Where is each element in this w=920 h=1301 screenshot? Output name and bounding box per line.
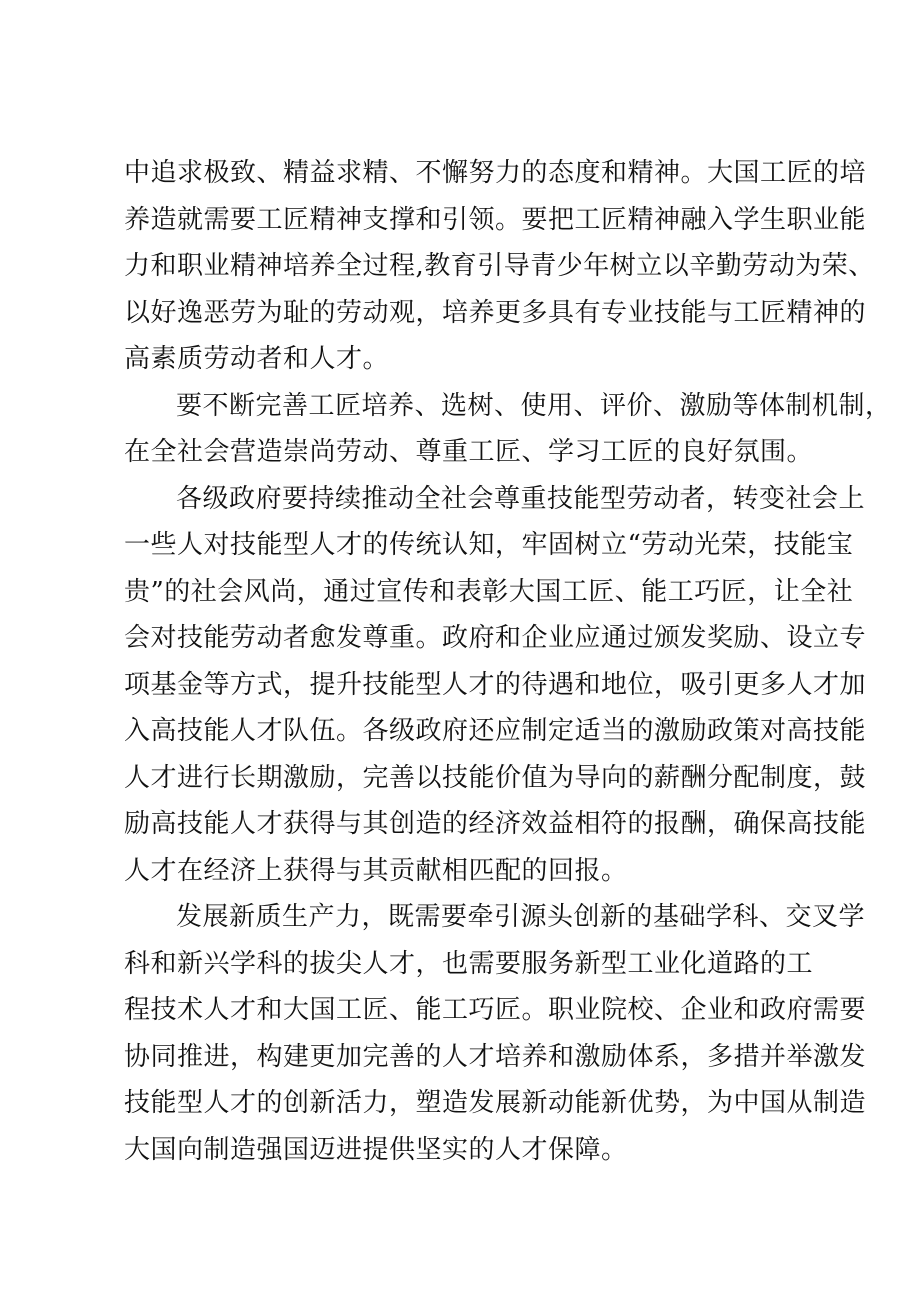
paragraph-2 [124,383,892,476]
document-body [124,150,892,1173]
text-line: 发展新质生产力，既需要牵引源头创新的基础学科、交叉学 [176,902,866,932]
text-line: 要不断完善工匠培养、选树、使用、评价、激励等体制机制， [176,390,892,421]
text-line: 励高技能人才获得与其创造的经济效益相符的报酬，确保高技能 [124,809,867,839]
text-line: 人才进行长期激励，完善以技能价值为导向的薪酬分配制度，鼓 [124,762,867,793]
text-line: 项基金等方式，提升技能型人才的待遇和地位，吸引更多人才加 [124,669,867,700]
text-line: 一些人对技能型人才的传统认知，牢固树立“劳动光荣，技能宝 [124,530,854,560]
text-line: 在全社会营造崇尚劳动、尊重工匠、学习工匠的良好氛围。 [124,437,814,467]
text-line: 贵”的社会风尚，通过宣传和表彰大国工匠、能工巧匠，让全社 [124,576,854,607]
text-line: 力和职业精神培养全过程,教育引导青少年树立以辛勤劳动为荣、 [124,251,875,281]
text-line: 协同推进，构建更加完善的人才培养和激励体系，多措并举激发 [124,1041,867,1072]
text-line: 会对技能劳动者愈发尊重。政府和企业应通过颁发奖励、设立专 [124,623,867,653]
text-line: 程技术人才和大国工匠、能工巧匠。职业院校、企业和政府需要 [124,995,867,1025]
text-line: 以好逸恶劳为耻的劳动观，培养更多具有专业技能与工匠精神的 [124,297,867,328]
paragraph-1 [124,150,875,383]
text-line: 养造就需要工匠精神支撑和引领。要把工匠精神融入学生职业能 [124,204,867,235]
text-line: 科和新兴学科的拔尖人才，也需要服务新型工业化道路的工 [124,948,814,979]
paragraph-3 [124,476,867,895]
text-line: 高素质劳动者和人才。 [124,344,390,374]
text-line: 入高技能人才队伍。各级政府还应制定适当的激励政策对高技能 [124,716,867,746]
text-line: 各级政府要持续推动全社会尊重技能型劳动者，转变社会上 [176,483,866,514]
paragraph-4 [124,894,867,1173]
text-line: 大国向制造强国迈进提供坚实的人才保障。 [124,1134,628,1165]
text-line: 技能型人才的创新活力，塑造发展新动能新优势，为中国从制造 [124,1088,867,1118]
text-line: 中追求极致、精益求精、不懈努力的态度和精神。大国工匠的培 [124,158,867,188]
text-line: 人才在经济上获得与其贡献相匹配的回报。 [124,855,628,886]
